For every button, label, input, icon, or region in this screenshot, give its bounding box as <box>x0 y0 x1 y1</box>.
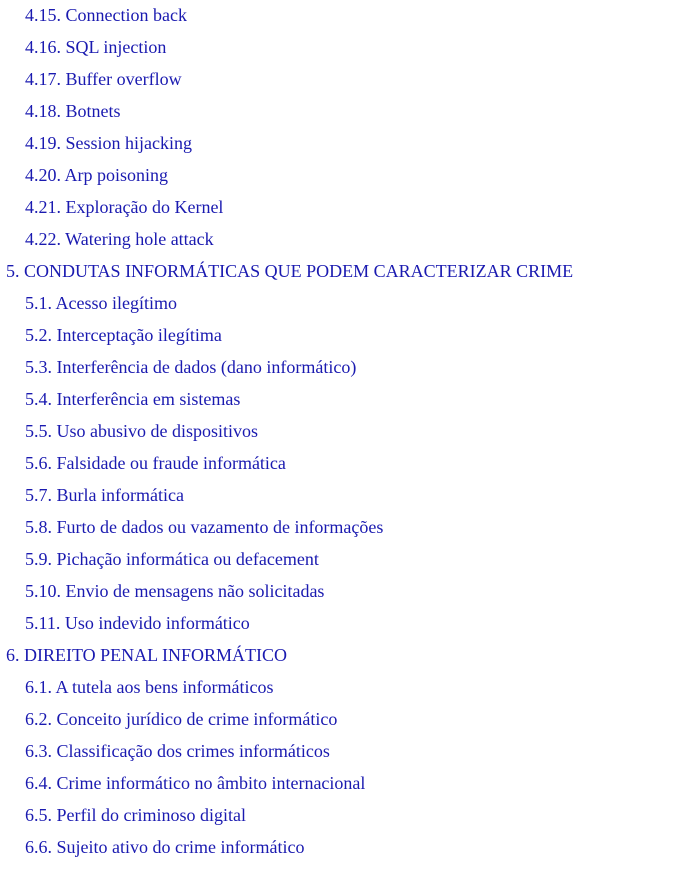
toc-entry-6-6[interactable]: 6.6. Sujeito ativo do crime informático <box>25 837 305 857</box>
toc-entry-4-16[interactable]: 4.16. SQL injection <box>25 37 167 57</box>
toc-entry-4-20[interactable]: 4.20. Arp poisoning <box>25 165 169 185</box>
toc-entry-4-22[interactable]: 4.22. Watering hole attack <box>25 229 214 249</box>
toc-entry-6-4[interactable]: 6.4. Crime informático no âmbito internacional <box>25 773 366 793</box>
toc-entry-4-19[interactable]: 4.19. Session hijacking <box>25 133 192 153</box>
toc-entry-4-18[interactable]: 4.18. Botnets <box>25 101 121 121</box>
toc-entry-4-17[interactable]: 4.17. Buffer overflow <box>25 69 182 89</box>
toc-entry-4-21[interactable]: 4.21. Exploração do Kernel <box>25 197 224 217</box>
toc-entry-5-10[interactable]: 5.10. Envio de mensagens não solicitadas <box>25 581 325 601</box>
toc-section-5[interactable]: 5. CONDUTAS INFORMÁTICAS QUE PODEM CARACTERIZAR CRIME <box>6 261 574 281</box>
toc-entry-6-2[interactable]: 6.2. Conceito jurídico de crime informático <box>25 709 338 729</box>
toc-entry-5-6[interactable]: 5.6. Falsidade ou fraude informática <box>25 453 286 473</box>
toc-entry-5-2[interactable]: 5.2. Interceptação ilegítima <box>25 325 222 345</box>
toc-entry-5-7[interactable]: 5.7. Burla informática <box>25 485 184 505</box>
toc-entry-5-11[interactable]: 5.11. Uso indevido informático <box>25 613 250 633</box>
toc-entry-5-4[interactable]: 5.4. Interferência em sistemas <box>25 389 241 409</box>
toc-entry-5-5[interactable]: 5.5. Uso abusivo de dispositivos <box>25 421 259 441</box>
toc-entry-5-9[interactable]: 5.9. Pichação informática ou defacement <box>25 549 319 569</box>
toc-entry-6-3[interactable]: 6.3. Classificação dos crimes informáticos <box>25 741 330 761</box>
toc-entry-6-1[interactable]: 6.1. A tutela aos bens informáticos <box>25 677 274 697</box>
toc-section-6[interactable]: 6. DIREITO PENAL INFORMÁTICO <box>6 645 287 665</box>
toc-entry-5-8[interactable]: 5.8. Furto de dados ou vazamento de informações <box>25 517 384 537</box>
toc-entry-4-15[interactable]: 4.15. Connection back <box>25 5 187 25</box>
toc-entry-6-5[interactable]: 6.5. Perfil do criminoso digital <box>25 805 246 825</box>
toc-entry-5-3[interactable]: 5.3. Interferência de dados (dano informático) <box>25 357 357 377</box>
toc-entry-5-1[interactable]: 5.1. Acesso ilegítimo <box>25 293 177 313</box>
